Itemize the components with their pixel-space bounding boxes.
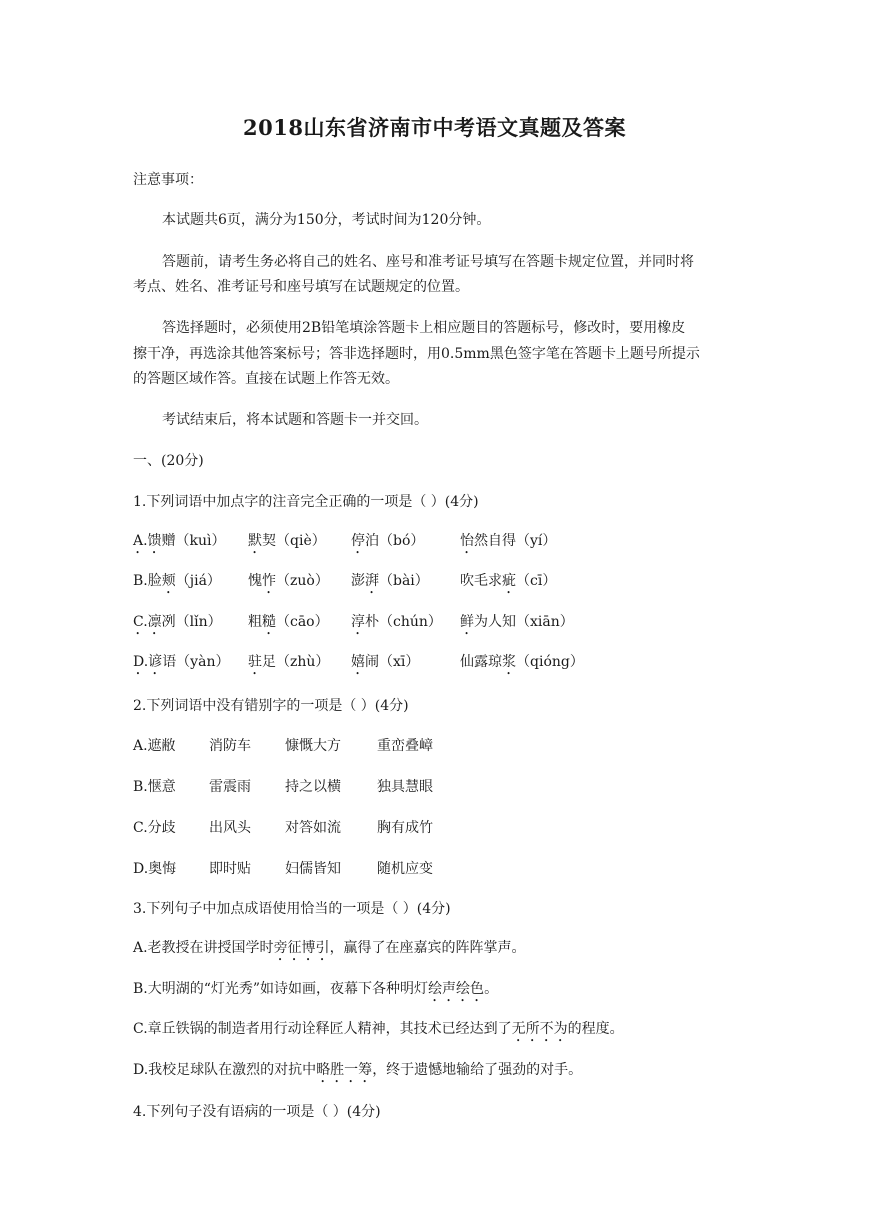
q1-c-rest-3: 朴（chún） (365, 614, 442, 630)
notice-p1: 本试题共6页，满分为150分，考试时间为120分钟。 (162, 212, 491, 228)
q3-c-text-2: 的程度。 (567, 1021, 624, 1037)
q2-d-word-3: 妇儒皆知 (285, 861, 341, 877)
plain-text: （jiá） (175, 573, 221, 589)
notice-p2-line1: 答题前，请考生务必将自己的姓名、座号和准考证号填写在答题卡规定位置，并同时将 (162, 254, 694, 270)
q1-stem: 1.下列词语中加点字的注音完全正确的一项是（ ）(4分) (133, 494, 479, 510)
q1-option-c (133, 612, 574, 638)
q3-b-text-1: B.大明湖的“灯光秀”如诗如画，夜幕下各种明灯 (133, 981, 429, 997)
plain-text: （zuò） (276, 573, 329, 589)
q1-c-rest-4: 为人知（xiān） (474, 614, 574, 630)
emphasis-char: 糙 (262, 614, 276, 630)
q1-a-rest-2: 契（qiè） (262, 533, 326, 549)
q1-d-rest-2: 足（zhù） (262, 654, 330, 670)
q2-c-word-4: 胸有成竹 (377, 820, 433, 836)
q3-option-a (133, 938, 526, 964)
q1-a-rest-1: 赠（kuì） (161, 533, 226, 549)
q1-d-dotted-1: D.谚 (133, 654, 163, 670)
q1-d-dotted-3: 嬉 (351, 654, 365, 670)
q3-option-d (133, 1060, 582, 1086)
emphasis-char: 湃 (365, 573, 379, 589)
q3-option-c (133, 1019, 624, 1045)
q1-c-dotted-3: 淳 (351, 614, 365, 630)
q1-option-a (133, 531, 556, 557)
q2-option-c (133, 818, 433, 838)
q1-b-dotted-3 (365, 571, 429, 597)
notice-p3-line1: 答选择题时，必须使用2B铅笔填涂答题卡上相应题目的答题标号，修改时，要用橡皮 (162, 320, 686, 336)
q1-c-dotted-1: C.凛 (133, 614, 162, 630)
q3-b-idiom: 绘声绘色 (428, 981, 485, 997)
q2-d-word-2: 即时贴 (209, 861, 251, 877)
q1-b-rest-2: 愧 (248, 573, 262, 589)
q3-option-b (133, 979, 498, 1005)
q1-option-b (133, 571, 556, 597)
q1-b-dotted-2 (262, 571, 329, 597)
q1-c-rest-2a: 粗 (248, 614, 262, 630)
q1-c-dotted-2 (262, 612, 329, 638)
plain-text: （qióng） (516, 654, 584, 670)
q1-d-dotted-4 (502, 652, 584, 678)
section-heading: 一、(20分) (133, 453, 204, 469)
emphasis-char: 浆 (502, 654, 516, 670)
q1-c-rest-1: 冽（lǐn） (161, 614, 222, 630)
q4-stem: 4.下列句子没有语病的一项是（ ）(4分) (133, 1104, 381, 1120)
q1-option-d (133, 652, 584, 678)
q3-a-text-1: A.老教授在讲授国学时 (133, 940, 274, 956)
q2-b-word-2: 雷震雨 (209, 779, 251, 795)
emphasis-char: 颊 (161, 573, 176, 589)
q2-a-word-1: A.遮敝 (133, 738, 176, 754)
q2-a-word-2: 消防车 (209, 738, 251, 754)
plain-text: （cāo） (276, 614, 329, 630)
q1-a-dotted-3: 停 (351, 533, 365, 549)
q1-c-dotted-4: 鲜 (460, 614, 474, 630)
notice-p3-line2: 擦干净，再选涂其他答案标号；答非选择题时，用0.5mm黑色签字笔在答题卡上题号所提示 (133, 346, 700, 362)
notice-p2-line2: 考点、姓名、准考证号和座号填写在试题规定的位置。 (133, 279, 469, 295)
q2-a-word-4: 重峦叠嶂 (377, 738, 433, 754)
q1-d-rest-4a: 仙露琼 (460, 654, 502, 670)
q1-d-rest-1: 语（yàn） (162, 654, 230, 670)
q1-d-dotted-2: 驻 (248, 654, 262, 670)
q2-d-word-4: 随机应变 (377, 861, 433, 877)
q2-b-word-4: 独具慧眼 (377, 779, 433, 795)
notice-heading: 注意事项： (133, 172, 203, 188)
q2-stem: 2.下列词语中没有错别字的一项是（ ）(4分) (133, 698, 409, 714)
q2-option-d (133, 859, 433, 879)
q1-b-rest-4: 吹毛求 (460, 573, 502, 589)
q2-b-word-3: 持之以横 (285, 779, 341, 795)
plain-text: （cī） (516, 573, 557, 589)
emphasis-char: 怍 (262, 573, 276, 589)
q3-d-text-2: ，终于遗憾地输给了强劲的对手。 (372, 1062, 583, 1078)
q3-c-text-1: C.章丘铁锅的制造者用行动诠释匠人精神，其技术已经达到了 (133, 1021, 512, 1037)
plain-text: （bài） (379, 573, 429, 589)
q3-d-text-1: D.我校足球队在激烈的对抗中 (133, 1062, 317, 1078)
q3-a-text-2: ，赢得了在座嘉宾的阵阵掌声。 (329, 940, 526, 956)
q1-a-dotted-1: A.馈 (133, 533, 162, 549)
q1-a-rest-3: 泊（bó） (365, 533, 425, 549)
q1-a-dotted-4: 怡 (460, 533, 474, 549)
notice-p4: 考试结束后，将本试题和答题卡一并交回。 (162, 412, 428, 428)
notice-p3-line3: 的答题区域作答。直接在试题上作答无效。 (133, 371, 399, 387)
q2-c-word-3: 对答如流 (285, 820, 341, 836)
q2-c-word-1: C.分歧 (133, 820, 176, 836)
q3-stem: 3.下列句子中加点成语使用恰当的一项是（ ）(4分) (133, 901, 451, 917)
q3-c-idiom: 无所不为 (511, 1021, 568, 1037)
q2-option-b (133, 777, 433, 797)
q3-b-text-2: 。 (484, 981, 499, 997)
q1-b-dotted-4 (502, 571, 556, 597)
q2-a-word-3: 慷慨大方 (285, 738, 341, 754)
page-title: 2018山东省济南市中考语文真题及答案 (243, 115, 626, 140)
q3-d-idiom: 略胜一筹 (316, 1062, 373, 1078)
q1-b-rest-1 (162, 571, 221, 597)
q1-b-rest-3: 澎 (351, 573, 365, 589)
q1-a-dotted-2: 默 (248, 533, 262, 549)
q2-option-a (133, 736, 433, 756)
q1-d-rest-3: 闹（xī） (365, 654, 420, 670)
q2-c-word-2: 出风头 (209, 820, 251, 836)
q1-a-rest-4: 然自得（yí） (474, 533, 557, 549)
q2-d-word-1: D.奥悔 (133, 861, 177, 877)
q1-b-rest-0: B.脸 (133, 573, 162, 589)
q3-a-idiom: 旁征博引 (273, 940, 330, 956)
q2-b-word-1: B.惬意 (133, 779, 176, 795)
emphasis-char: 疵 (502, 573, 516, 589)
